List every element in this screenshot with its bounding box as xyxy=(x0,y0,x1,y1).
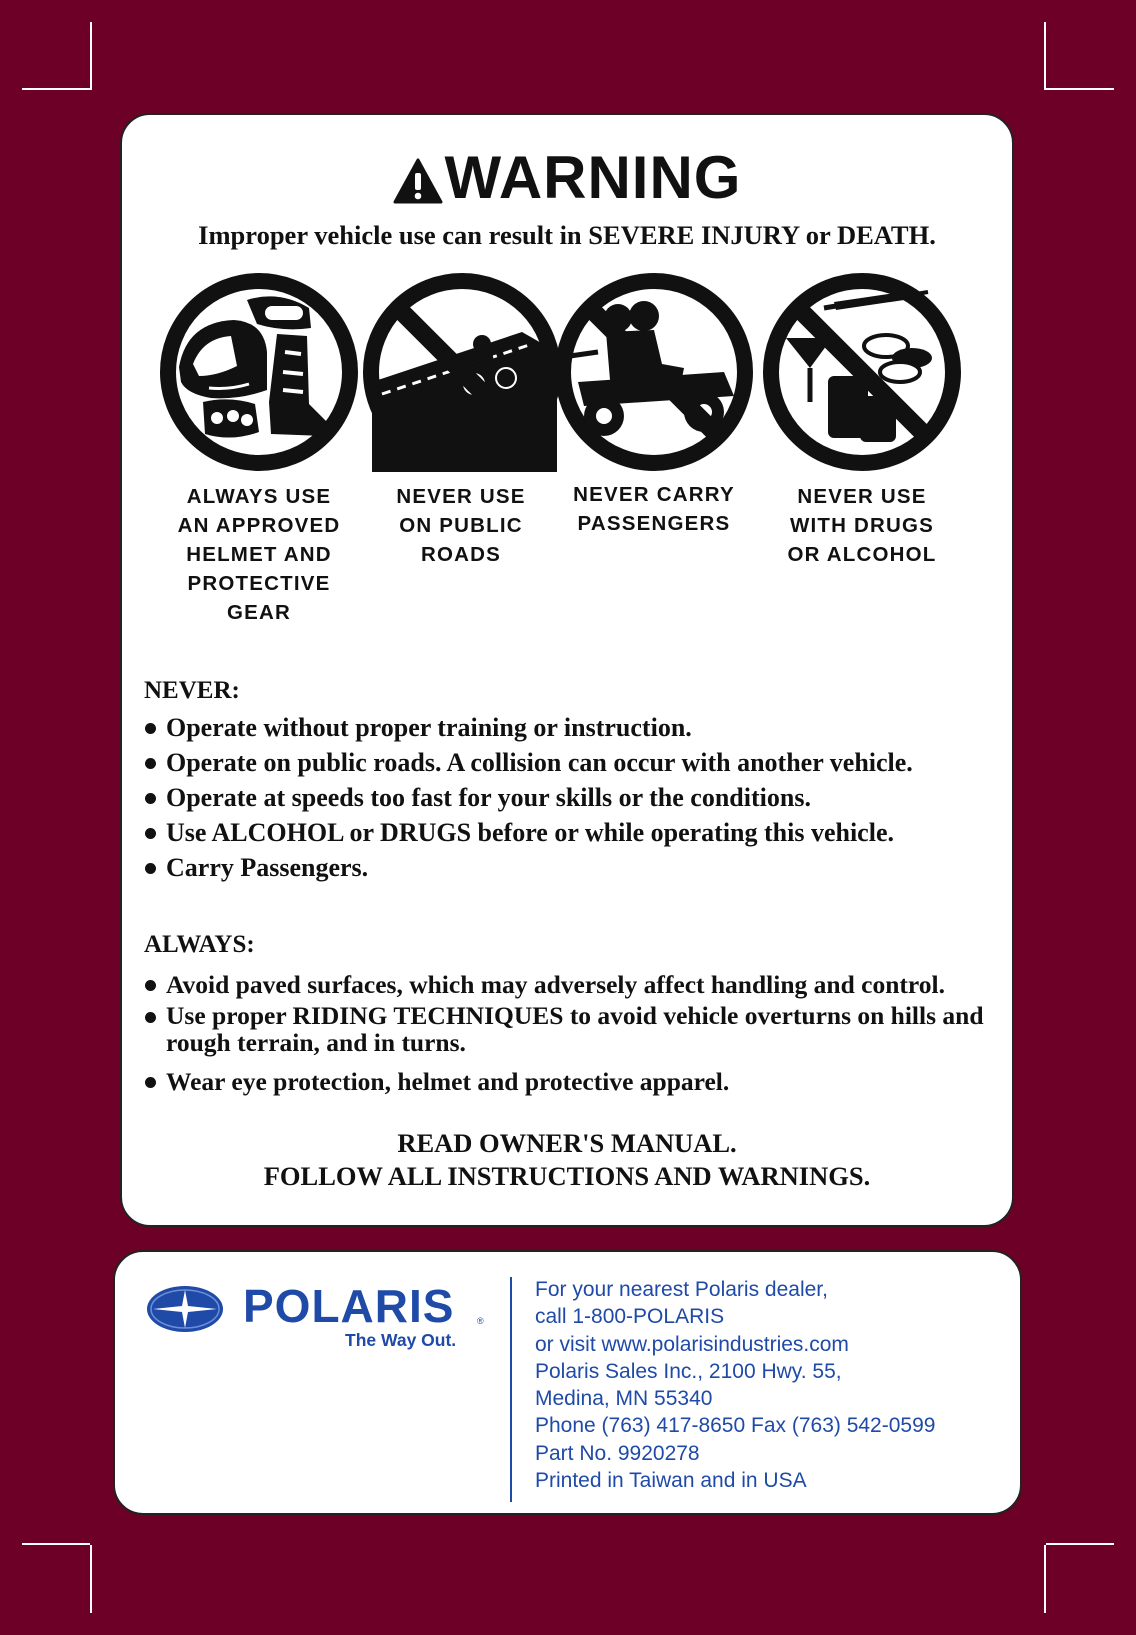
crop-mark xyxy=(90,1545,92,1613)
divider xyxy=(510,1277,512,1502)
list-item: Wear eye protection, helmet and protective apparel. xyxy=(142,1064,1011,1099)
closing-line: READ OWNER'S MANUAL. xyxy=(397,1128,737,1158)
crop-mark xyxy=(1046,88,1114,90)
closing-instructions xyxy=(122,1127,1012,1193)
contact-info xyxy=(535,1276,935,1494)
never-heading: NEVER: xyxy=(144,677,240,704)
list-item: Use ALCOHOL or DRUGS before or while operating this vehicle. xyxy=(142,815,913,850)
crop-mark xyxy=(22,88,90,90)
list-item: Operate at speeds too fast for your skills or the conditions. xyxy=(142,780,913,815)
warning-label xyxy=(120,113,1014,1227)
alert-triangle-icon xyxy=(393,158,443,204)
no-drugs-alcohol-icon xyxy=(762,272,962,472)
warning-title xyxy=(122,143,1012,213)
crop-mark xyxy=(1044,22,1046,90)
never-list xyxy=(142,710,913,885)
pictogram-label-passengers: NEVER CARRY PASSENGERS xyxy=(573,483,735,535)
no-public-roads-icon xyxy=(362,272,562,472)
pictogram-label-roads: NEVER USE ON PUBLIC ROADS xyxy=(396,485,526,566)
contact-line: Polaris Sales Inc., 2100 Hwy. 55, xyxy=(535,1359,842,1383)
warning-title-text: WARNING xyxy=(444,144,742,211)
contact-line: Medina, MN 55340 xyxy=(535,1387,713,1411)
registered-mark: ® xyxy=(477,1316,484,1326)
list-item: Carry Passengers. xyxy=(142,850,913,885)
list-item: Avoid paved surfaces, which may adversely affect handling and control. xyxy=(142,967,1011,1002)
list-item: Operate without proper training or instruction. xyxy=(142,710,913,745)
pictogram-label-helmet: ALWAYS USE AN APPROVED HELMET AND PROTECTIVE GEAR xyxy=(177,485,341,624)
dealer-info-card xyxy=(113,1250,1022,1515)
crop-mark xyxy=(90,22,92,90)
crop-mark xyxy=(22,1543,90,1545)
list-item: Operate on public roads. A collision can occur with another vehicle. xyxy=(142,745,913,780)
closing-line: FOLLOW ALL INSTRUCTIONS AND WARNINGS. xyxy=(263,1161,871,1191)
contact-line: For your nearest Polaris dealer, xyxy=(535,1278,828,1301)
crop-mark xyxy=(1044,1545,1046,1613)
contact-line: or visit www.polarisindustries.com xyxy=(535,1332,849,1356)
contact-line: Phone (763) 417-8650 Fax (763) 542-0599 xyxy=(535,1414,936,1438)
warning-subtitle: Improper vehicle use can result in SEVERE INJURY or DEATH. xyxy=(198,220,936,250)
polaris-star-logo-icon xyxy=(145,1284,225,1334)
brand-name: POLARIS xyxy=(243,1280,455,1332)
no-passengers-icon xyxy=(554,272,754,472)
contact-line: Part No. 9920278 xyxy=(535,1441,700,1465)
contact-line: Printed in Taiwan and in USA xyxy=(535,1469,807,1493)
contact-line: call 1-800-POLARIS xyxy=(535,1305,725,1329)
crop-mark xyxy=(1046,1543,1114,1545)
brand-tagline: The Way Out. xyxy=(345,1330,457,1350)
pictogram-label-drugs: NEVER USE WITH DRUGS OR ALCOHOL xyxy=(787,485,937,566)
list-item: Use proper RIDING TECHNIQUES to avoid vehicle overturns on hills and rough terrain, and in turns. xyxy=(142,1002,1011,1056)
helmet-gear-icon xyxy=(159,272,359,472)
always-heading: ALWAYS: xyxy=(144,931,255,958)
always-list xyxy=(142,967,1011,1099)
